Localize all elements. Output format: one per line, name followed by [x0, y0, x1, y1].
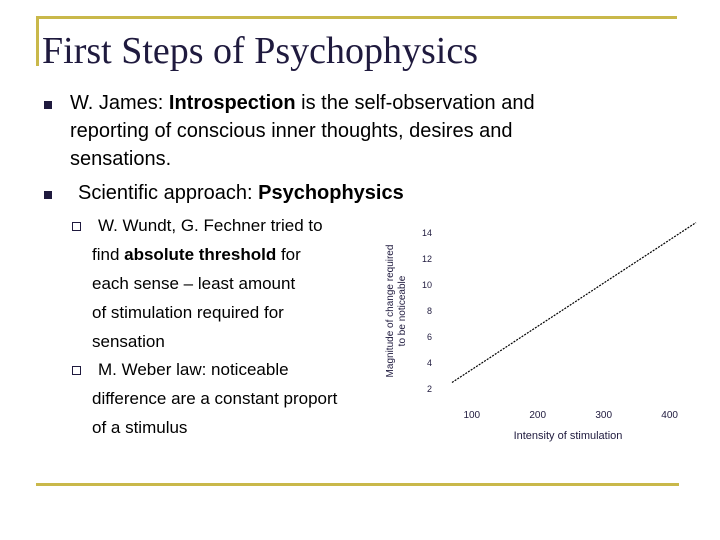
sub-bullet-hollow-square-icon [72, 366, 81, 375]
sub-bullet-1-line-1: W. Wundt, G. Fechner tried to [98, 216, 323, 235]
y-tick-label: 14 [421, 228, 432, 238]
bullet-square-icon [44, 101, 52, 109]
y-tick-label: 12 [421, 254, 432, 264]
slide-title: First Steps of Psychophysics [42, 30, 478, 72]
sub-bullet-1-line-4: of stimulation required for [92, 303, 284, 322]
x-tick-label: 200 [529, 410, 547, 421]
sub-bullet-1-line-2: find absolute threshold for [92, 245, 301, 264]
y-tick-label: 2 [426, 384, 432, 394]
x-tick-label: 400 [661, 410, 678, 421]
sub-bullet-2-line-3: of a stimulus [92, 418, 188, 437]
series-line [452, 223, 696, 383]
bullet-1-line-1: W. James: Introspection is the self-observation and [70, 92, 535, 114]
y-tick-label: 4 [426, 358, 432, 368]
bullet-2-line-1: Scientific approach: Psychophysics [78, 182, 404, 204]
bullet-square-icon [44, 191, 52, 199]
sub-bullet-1-line-3: each sense – least amount [92, 274, 296, 293]
sub-bullet-1-line-5: sensation [92, 332, 165, 351]
y-tick-label: 6 [426, 332, 432, 342]
sub-bullet-hollow-square-icon [72, 222, 81, 231]
frame-bottom-rule [36, 483, 679, 486]
y-tick-label: 10 [421, 280, 432, 290]
sub-bullet-2-line-1: M. Weber law: noticeable [98, 360, 289, 379]
bullet-1-line-2: reporting of conscious inner thoughts, desires and [70, 120, 513, 142]
frame-left-rule [36, 16, 39, 66]
frame-top-rule [36, 16, 677, 19]
bullet-1-line-3: sensations. [70, 148, 172, 170]
x-tick-label: 100 [463, 410, 481, 421]
sub-bullet-2-line-2: difference are a constant proport [92, 389, 338, 408]
x-tick-label: 300 [595, 410, 613, 421]
y-tick-label: 8 [426, 306, 432, 316]
weber-law-line-chart [380, 210, 700, 450]
y-axis-label-line-2: to be noticeable [397, 275, 408, 347]
x-axis-label: Intensity of stimulation [513, 430, 623, 442]
y-axis-label-line-1: Magnitude of change required [385, 244, 396, 378]
